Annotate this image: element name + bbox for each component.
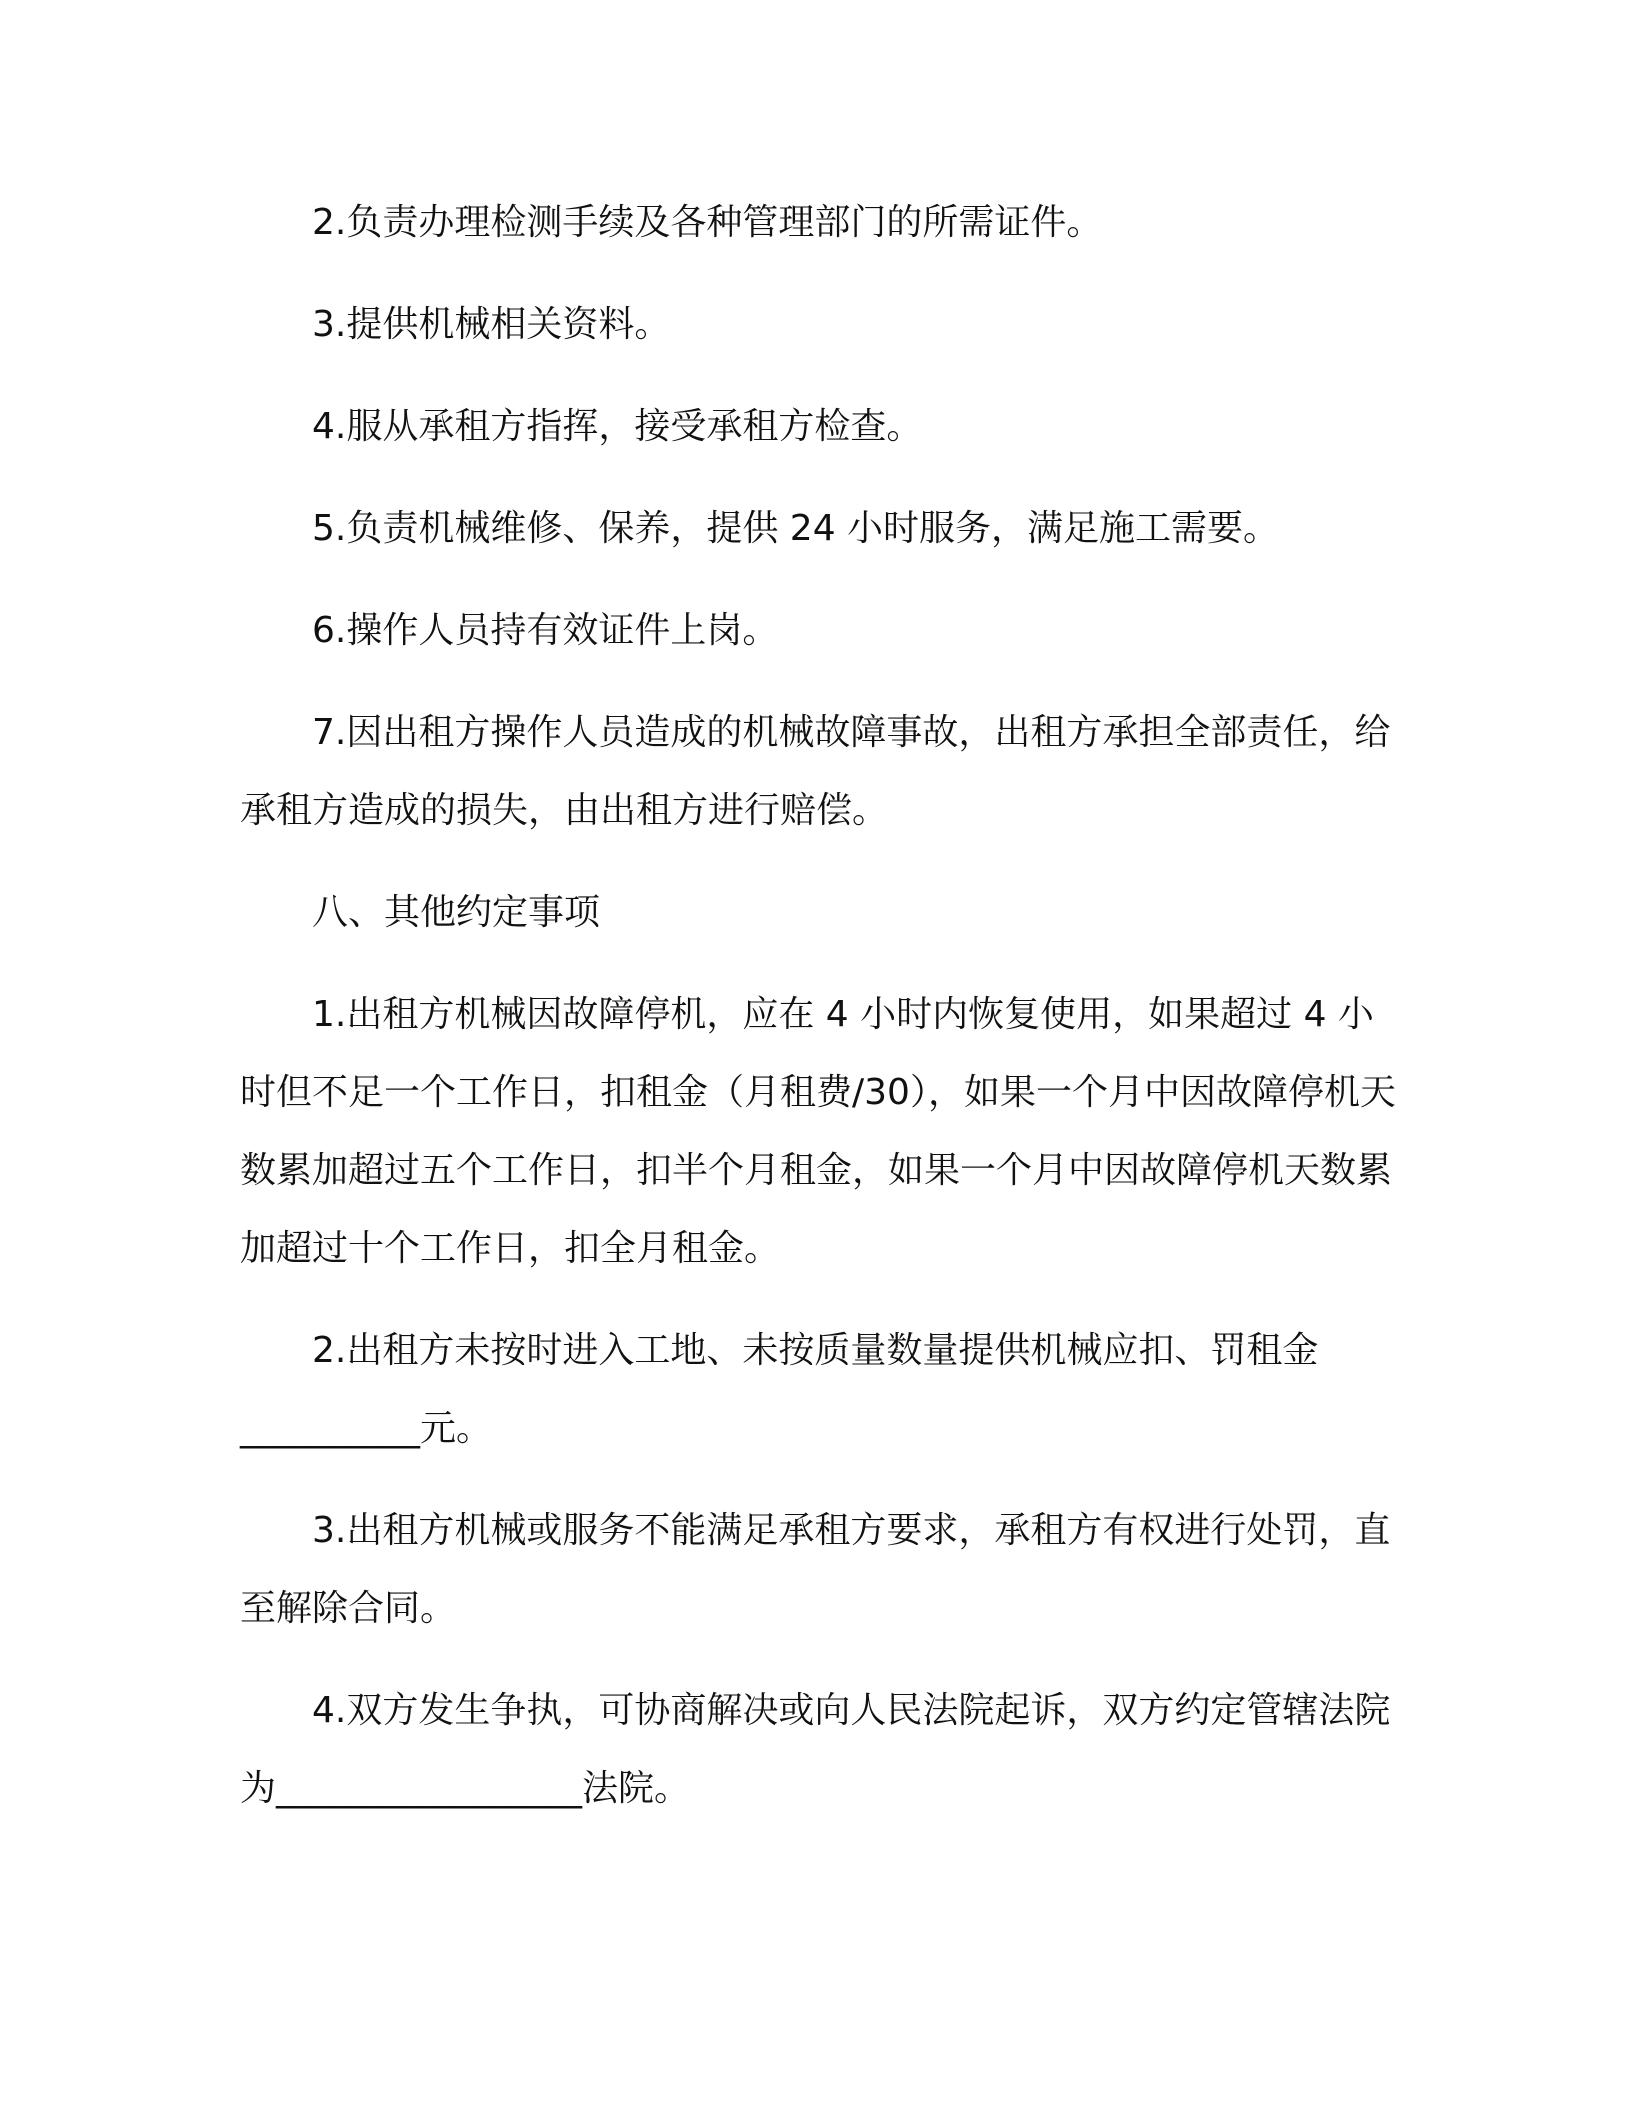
document-body (240, 184, 1400, 1828)
paragraph-item-5: 5.负责机械维修、保养，提供 24 小时服务，满足施工需要。 (312, 508, 1280, 549)
paragraph-clause-4: 4.双方发生争执，可协商解决或向人民法院起诉，双方约定管辖法院为_________________法院。 (240, 1690, 1391, 1809)
paragraph-item-6: 6.操作人员持有效证件上岗。 (312, 610, 779, 651)
paragraph-item-3: 3.提供机械相关资料。 (312, 304, 671, 345)
section-heading-8: 八、其他约定事项 (312, 892, 601, 933)
paragraph-clause-2: 2.出租方未按时进入工地、未按质量数量提供机械应扣、罚租金__________元。 (240, 1330, 1319, 1449)
paragraph-clause-3: 3.出租方机械或服务不能满足承租方要求，承租方有权进行处罚，直至解除合同。 (240, 1510, 1391, 1629)
paragraph-clause-1: 1.出租方机械因故障停机，应在 4 小时内恢复使用，如果超过 4 小时但不足一个工作日，扣租金（月租费/30），如果一个月中因故障停机天数累加超过五个工作日，扣半个月租金，如果一个月中因故障停机天数累加超过十个工作日，扣全月租金。 (240, 994, 1396, 1269)
paragraph-item-7: 7.因出租方操作人员造成的机械故障事故，出租方承担全部责任，给承租方造成的损失，由出租方进行赔偿。 (240, 712, 1391, 831)
paragraph-item-4: 4.服从承租方指挥，接受承租方检查。 (312, 406, 923, 447)
paragraph-item-2: 2.负责办理检测手续及各种管理部门的所需证件。 (312, 202, 1103, 243)
